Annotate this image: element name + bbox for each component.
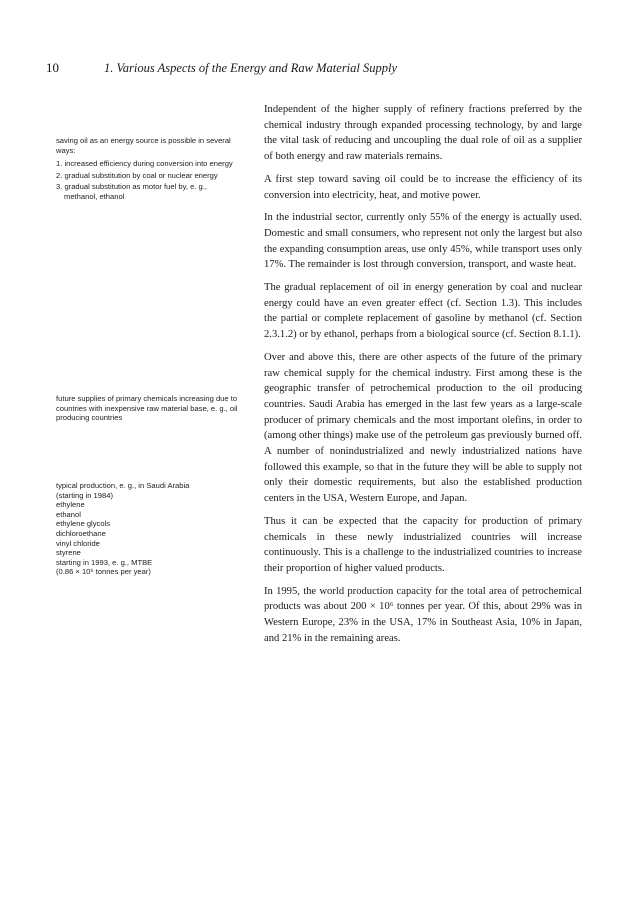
margin-note-line: (starting in 1984) [56, 490, 113, 500]
margin-note-3 [56, 481, 242, 577]
margin-note-item: 2. gradual substitution by coal or nuclear energy [56, 170, 218, 180]
margin-note-line: vinyl chloride [56, 538, 100, 548]
margin-note-intro: saving oil as an energy source is possible in several ways: [56, 136, 231, 155]
body-paragraph: Independent of the higher supply of refinery fractions preferred by the chemical industry through expanded processing technology, by and large the vital task of reducing and uncoupling the dual role of oil as a supplier of both energy and raw materials remains. [264, 104, 582, 163]
margin-note-2 [56, 394, 242, 423]
body-paragraph: Over and above this, there are other aspects of the future of the primary raw chemical supply for the chemical industry. First among these is the geographic transfer of petrochemical production to the oil producing countries. Saudi Arabia has emerged in the last few years as a large-scale producer of primary chemicals and the most important olefins, in order to (among other things) make use of the petroleum gas previously burned off. A number of nonindustrialized and newly industrialized nations have followed this example, so that in the future they will be able to supply not only their domestic requirements, but also the established production centers in the USA, Western Europe, and Japan. [264, 351, 582, 505]
margin-note-line: ethanol [56, 509, 81, 519]
body-paragraph: In the industrial sector, currently only 55% of the energy is actually used. Domestic and small consumers, who represent not only the largest but also the expanding consumption areas, use only 45%, while transport uses only 17%. The remainder is lost through conversion, transport, and waste heat. [264, 212, 582, 271]
page-number: 10 [46, 60, 59, 75]
margin-note-item: 1. increased efficiency during conversion into energy [56, 159, 233, 169]
margin-note-text: future supplies of primary chemicals increasing due to countries with inexpensive raw material base, e. g., oil producing countries [56, 394, 238, 423]
margin-note-line: dichloroethane [56, 528, 106, 538]
margin-note-line: ethylene glycols [56, 519, 111, 529]
body-paragraph: In 1995, the world production capacity for the total area of petrochemical products was about 200 × 10⁶ tonnes per year. Of this, about 29% was in Western Europe, 23% in the USA, 17% in Southeast Asia, 10% in Japan, and 21% in the remaining areas. [264, 585, 582, 644]
margin-note-1 [56, 136, 242, 202]
margin-note-line: ethylene [56, 500, 85, 510]
body-paragraph: The gradual replacement of oil in energy generation by coal and nuclear energy could have an even greater effect (cf. Section 1.3). This includes the partial or complete replacement of gasoline by methanol (cf. Section 2.3.1.2) or by ethanol, perhaps from a biological source (cf. Section 8.1.1). [264, 282, 582, 341]
margin-note-line: typical production, e. g., in Saudi Arabia [56, 481, 190, 490]
body-paragraph: A first step toward saving oil could be to increase the efficiency of its conversion into electricity, heat, and motive power. [264, 173, 582, 201]
margin-note-line: styrene [56, 548, 81, 558]
margin-note-item: 3. gradual substitution as motor fuel by, e. g., methanol, ethanol [56, 182, 207, 201]
margin-note-line: (0.86 × 10⁶ tonnes per year) [56, 567, 151, 577]
margin-note-line: starting in 1993, e. g., MTBE [56, 557, 153, 567]
running-title: 1. Various Aspects of the Energy and Raw Material Supply [104, 61, 398, 75]
body-text [264, 102, 582, 654]
body-paragraph: Thus it can be expected that the capacity for production of primary chemicals in these newly industrialized countries will increase continuously. This is a challenge to the industrialized countries to increase their proportion of higher valued products. [264, 515, 582, 574]
